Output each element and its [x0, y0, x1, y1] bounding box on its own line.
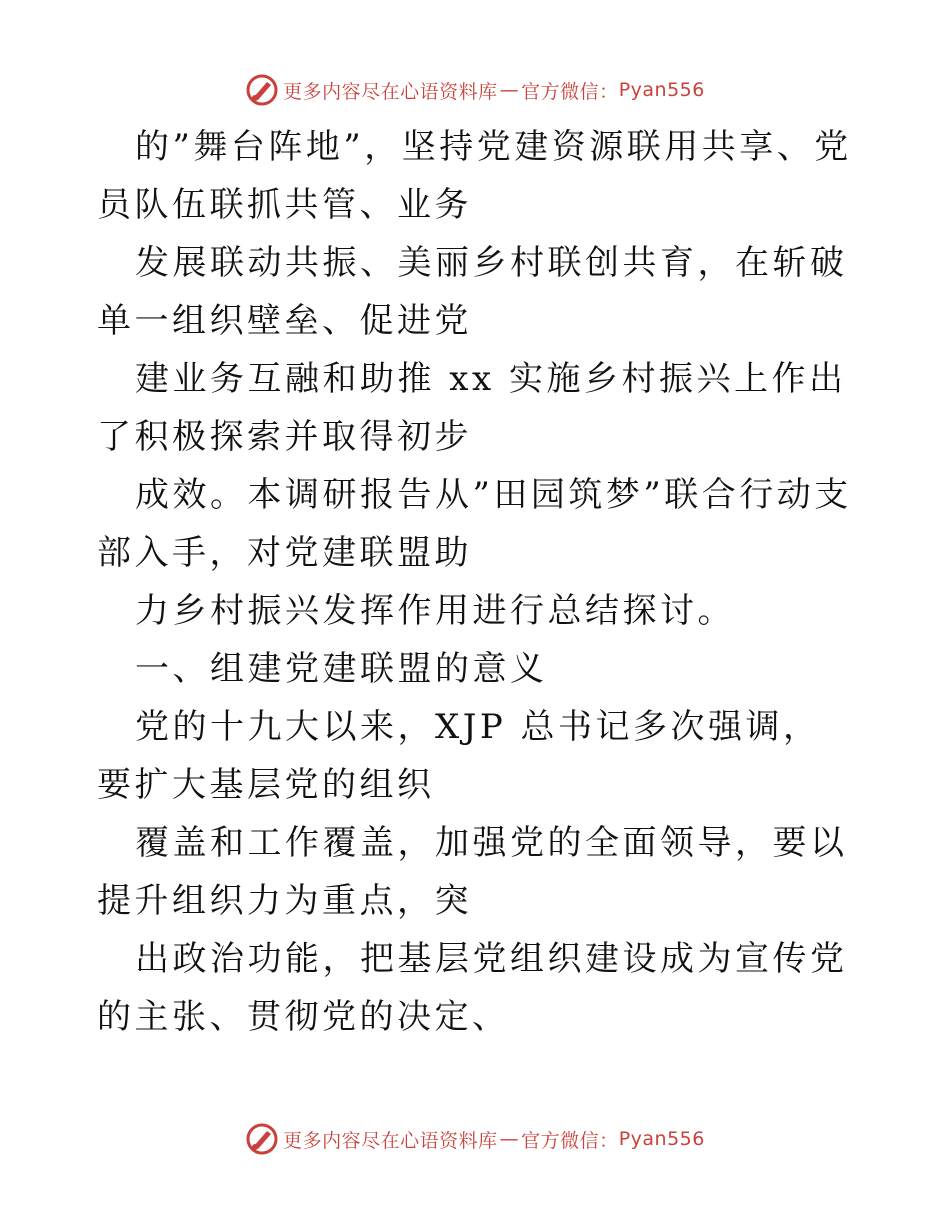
header-watermark: [0, 70, 950, 110]
watermark-wechat-id: Pyan556: [618, 79, 705, 101]
paragraph: 覆盖和工作覆盖，加强党的全面领导，要以提升组织力为重点，突: [97, 823, 848, 921]
brush-logo-icon: [245, 1122, 279, 1156]
watermark-wechat-label: 官方微信：: [521, 80, 619, 103]
paragraph: 党的十九大以来，XJP 总书记多次强调，要扩大基层党的组织: [97, 707, 821, 805]
watermark-wechat-label: 官方微信：: [521, 1129, 619, 1152]
watermark-site-text: 更多内容尽在心语资料库: [283, 80, 498, 103]
brush-logo-icon: [245, 73, 279, 107]
paragraph: 力乡村振兴发挥作用进行总结探讨。: [135, 591, 735, 631]
paragraph: 发展联动共振、美丽乡村联创共育，在斩破单一组织壁垒、促进党: [97, 243, 848, 341]
footer-watermark: [0, 1119, 950, 1159]
watermark-dash: —: [499, 1128, 520, 1150]
paragraph: 成效。本调研报告从”田园筑梦”联合行动支部入手，对党建联盟助: [97, 475, 852, 573]
paragraph: 的”舞台阵地”，坚持党建资源联用共享、党员队伍联抓共管、业务: [97, 127, 852, 225]
document-body: [97, 118, 853, 1046]
section-heading: 一、组建党建联盟的意义: [135, 649, 548, 689]
watermark-wechat-id: Pyan556: [618, 1128, 705, 1150]
paragraph: 出政治功能，把基层党组织建设成为宣传党的主张、贯彻党的决定、: [97, 939, 848, 1037]
paragraph: 建业务互融和助推 xx 实施乡村振兴上作出了积极探索并取得初步: [97, 359, 847, 457]
watermark-site-text: 更多内容尽在心语资料库: [283, 1129, 498, 1152]
watermark-dash: —: [499, 79, 520, 101]
